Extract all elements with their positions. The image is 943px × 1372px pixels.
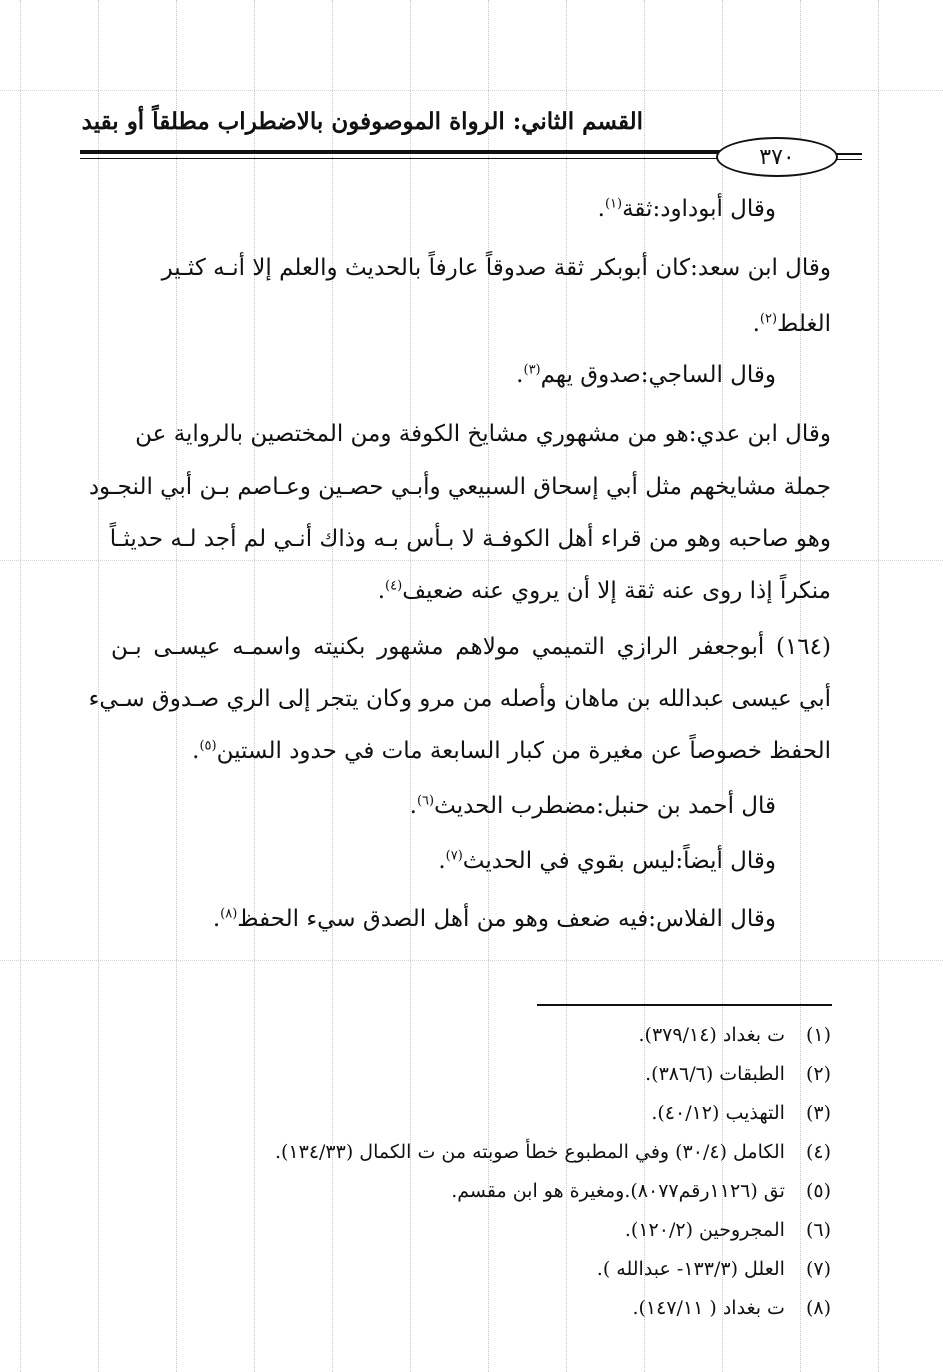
footnote-item	[645, 1063, 831, 1086]
text-span: منكراً إذا روى عنه ثقة إلا أن يروي عنه ضعيف	[402, 578, 831, 604]
text-span: وقال الفلاس:فيه ضعف وهو من أهل الصدق سيء الحفظ	[237, 906, 776, 932]
text-span: وقال ابن سعد:كان أبوبكر ثقة صدوقاً عارفاً بالحديث والعلم إلا أنـه كثـير	[161, 255, 831, 281]
footnote-ref: (١)	[604, 196, 623, 212]
text-span: (٦)	[805, 1219, 831, 1241]
text-line	[88, 686, 831, 714]
footnote-ref: (٣)	[523, 362, 541, 378]
text-span: المجروحين (١٢٠/٢).	[624, 1219, 785, 1241]
text-span: (١)	[805, 1024, 831, 1046]
footnote-item	[651, 1102, 831, 1125]
text-span: .	[752, 311, 760, 337]
text-line	[516, 362, 776, 390]
text-span: (٣)	[805, 1102, 831, 1124]
text-span: .	[377, 578, 386, 604]
footnote-ref: (٥)	[199, 738, 217, 754]
footnote-item	[275, 1141, 831, 1164]
page-header-title: القسم الثاني: الرواة الموصوفون بالاضطراب مطلقاً أو بقيد	[81, 108, 643, 135]
text-span: ت بغداد (٣٧٩/١٤).	[638, 1024, 785, 1046]
text-span: وقال الساجي:صدوق يهم	[540, 362, 776, 388]
text-line	[88, 474, 831, 502]
text-span: التهذيب (٤٠/١٢).	[651, 1102, 785, 1124]
text-line	[438, 848, 776, 876]
footnote-item	[625, 1219, 831, 1242]
text-line	[410, 793, 776, 821]
text-span: .	[438, 848, 446, 874]
text-span: .	[516, 362, 524, 388]
text-span: قال أحمد بن حنبل:مضطرب الحديث	[434, 793, 776, 819]
footnote-separator	[537, 1004, 832, 1006]
text-span: وقال أبوداود:ثقة	[622, 196, 776, 222]
text-span: الحفظ خصوصاً عن مغيرة من كبار السابعة مات في حدود الستين	[216, 738, 831, 764]
text-span: الغلط	[777, 311, 831, 337]
header-rule-right-thin	[836, 159, 862, 160]
footnote-item	[451, 1180, 831, 1203]
text-span: (٧)	[805, 1258, 831, 1280]
text-line	[111, 526, 831, 554]
footnote-ref: (٨)	[220, 906, 238, 922]
footnote-item	[597, 1258, 831, 1281]
text-span: وقال ابن عدي:هو من مشهوري مشايخ الكوفة ومن المختصين بالرواية عن	[135, 421, 831, 447]
text-span: تق (١١٢٦رقم٨٠٧٧).ومغيرة هو ابن مقسم.	[451, 1180, 785, 1202]
text-line	[213, 906, 776, 934]
text-span: ت بغداد ( ١٤٧/١١).	[632, 1297, 785, 1319]
page-header	[0, 0, 943, 180]
text-span: (٨)	[805, 1297, 831, 1319]
header-rule-thick	[80, 150, 720, 154]
text-span: .	[212, 906, 221, 932]
footnote-item	[632, 1297, 831, 1320]
text-span: العلل (١٣٣/٣- عبدالله ).	[596, 1258, 785, 1280]
page-number: ٣٧٠	[759, 144, 795, 170]
text-span: (٤)	[805, 1141, 831, 1163]
text-span: جملة مشايخهم مثل أبي إسحاق السبيعي وأبـي حصـين وعـاصم بـن أبي النجـود	[88, 474, 831, 500]
footnote-ref: (٢)	[759, 311, 778, 327]
text-span: (٢)	[805, 1063, 831, 1085]
text-span: .	[192, 738, 200, 764]
text-span: .	[409, 793, 417, 819]
header-rule-right	[836, 153, 862, 155]
text-span: الكامل (٣٠/٤) وفي المطبوع خطأ صوبته من ت الكمال (١٣٤/٣٣).	[274, 1141, 785, 1163]
text-span: الطبقات (٣٨٦/٦).	[645, 1063, 785, 1085]
text-span: وقال أيضاً:ليس بقوي في الحديث	[462, 848, 776, 874]
text-line	[753, 311, 831, 339]
page-number-badge	[716, 137, 838, 177]
header-rule-thin	[80, 158, 720, 159]
text-line	[135, 421, 831, 449]
text-span: وهو صاحبه وهو من قراء أهل الكوفـة لا بـأس بـه وذاك أنـي لم أجد لـه حديثـاً	[109, 526, 831, 552]
text-span: أبي عيسى عبدالله بن ماهان وأصله من مرو وكان يتجر إلى الري صـدوق سـيء	[88, 686, 831, 712]
entry-heading-line	[111, 634, 831, 662]
text-line	[192, 738, 831, 766]
text-line	[161, 255, 831, 283]
footnote-ref: (٦)	[416, 793, 435, 809]
footnote-item	[639, 1024, 831, 1047]
text-span: .	[597, 196, 605, 222]
text-line	[378, 578, 831, 606]
footnote-ref: (٤)	[385, 578, 403, 594]
text-line	[598, 196, 776, 224]
text-span: (٥)	[805, 1180, 831, 1202]
text-span: (١٦٤) أبوجعفر الرازي التميمي مولاهم مشهور بكنيته واسمـه عيسـى بـن	[111, 634, 831, 660]
footnote-ref: (٧)	[445, 848, 463, 864]
